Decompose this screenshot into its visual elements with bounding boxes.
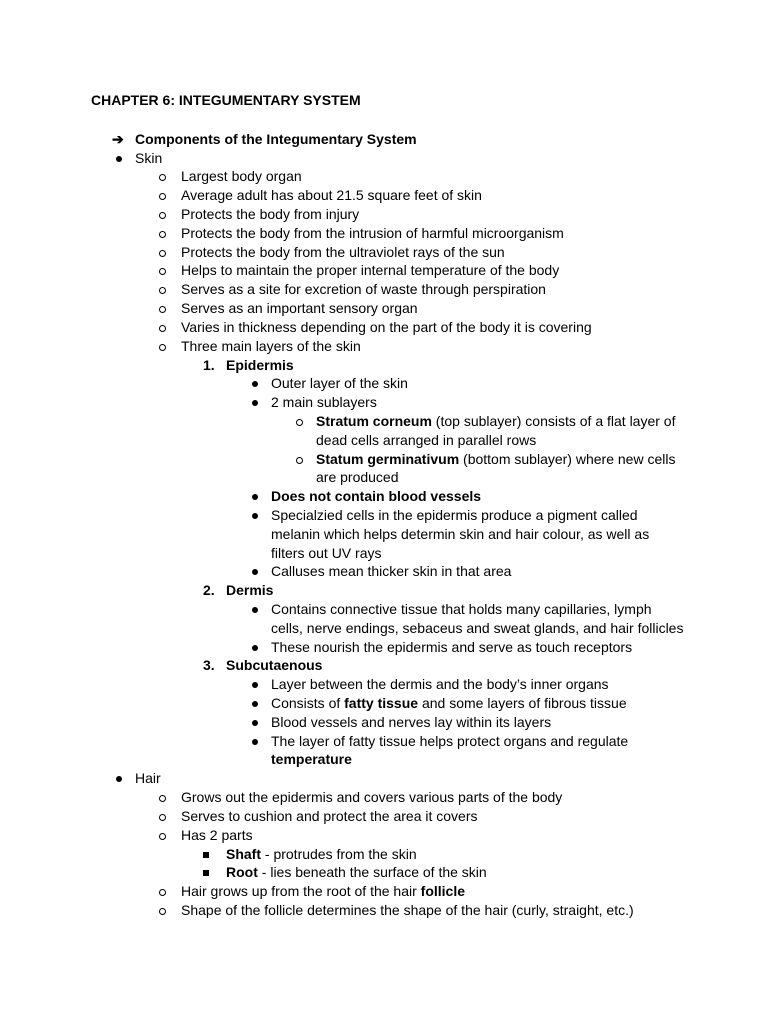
page-title: CHAPTER 6: INTEGUMENTARY SYSTEM	[91, 92, 361, 108]
circle-bullet-icon	[159, 250, 166, 257]
circle-bullet-icon	[159, 344, 166, 351]
bullet-icon	[252, 494, 258, 500]
square-bullet-icon	[203, 870, 209, 876]
arrow-icon: ➔	[112, 131, 124, 147]
bullet-icon	[252, 607, 258, 613]
circle-bullet-icon	[159, 795, 166, 802]
circle-bullet-icon	[159, 306, 166, 313]
bullet-icon	[252, 739, 258, 745]
bullet-icon	[252, 720, 258, 726]
circle-bullet-icon	[159, 212, 166, 219]
bullet-icon	[116, 776, 122, 782]
document-page: CHAPTER 6: INTEGUMENTARY SYSTEM ➔ Components of the Integumentary System Skin Largest body organ Average adult has about 21.5 square feet of skin Protects the body from injury Protects the body from the intrusion of harmful microorganism Protects the body from the ultraviolet rays of the sun Helps to maintain the proper internal temperature of the body Serves as a site for excretion of waste through perspiration Serves as an important sensory organ Varies in thickness depending on the part of the body it is covering Three main layers of the skin 1. Epidermis Outer layer of the skin 2 main sublayers Stratum corneum (top sublayer) consists of a flat layer of dead cells arranged in parallel rows Statum germinativum (bottom sublayer) where new cells are produced Does not contain blood vessels Specialzied cells in the epidermis produce a pigment called melanin which helps determin skin and hair colour, as well as filters out UV rays Calluses mean thicker skin in that area 2. Dermis Contains connective tissue that holds many capillaries, lymph cells, nerve endings, sebaceus and sweat glands, and hair follicles These nourish the epidermis and serve as touch receptors 3. Subcutaenous Layer between the dermis and the body’s inner organs Consists of fatty tissue and some layers of fibrous tissue Blood vessels and nerves lay within its layers The layer of fatty tissue helps protect organs and regulate temperature Hair Grows out the epidermis and covers various parts of the body Serves to cushion and protect the area it covers Has 2 parts Shaft - protrudes from the skin Root - lies beneath the surface of the skin Hair grows up from the root of the hair follicle Shape of the follicle determines the shape of the hair (curly, straight, etc.)	[91, 92, 684, 918]
bullet-icon	[116, 156, 122, 162]
circle-bullet-icon	[159, 268, 166, 275]
circle-bullet-icon	[159, 193, 166, 200]
circle-bullet-icon	[159, 833, 166, 840]
bullet-icon	[252, 400, 258, 406]
circle-bullet-icon	[159, 287, 166, 294]
square-bullet-icon	[203, 852, 209, 858]
circle-bullet-icon	[159, 174, 166, 181]
bullet-icon	[252, 569, 258, 575]
bullet-icon	[252, 381, 258, 387]
bullet-icon	[252, 682, 258, 688]
bullet-icon	[252, 645, 258, 651]
circle-bullet-icon	[159, 889, 166, 896]
circle-bullet-icon	[159, 231, 166, 238]
circle-bullet-icon	[296, 419, 303, 426]
circle-bullet-icon	[159, 325, 166, 332]
bullet-icon	[252, 701, 258, 707]
circle-bullet-icon	[296, 457, 303, 464]
circle-bullet-icon	[159, 908, 166, 915]
bullet-icon	[252, 513, 258, 519]
circle-bullet-icon	[159, 814, 166, 821]
